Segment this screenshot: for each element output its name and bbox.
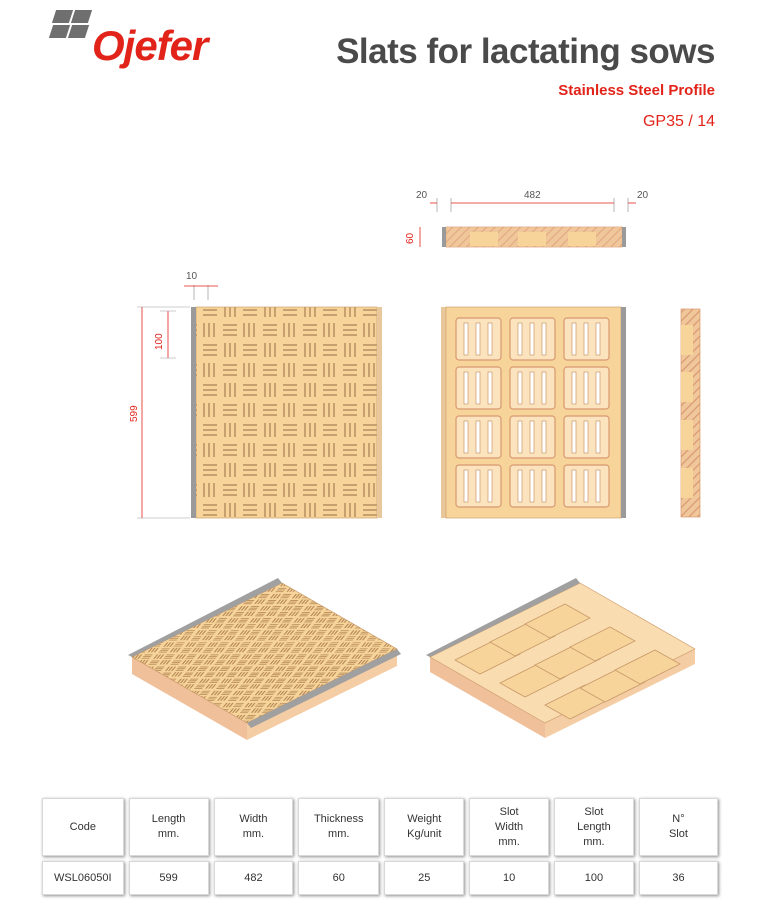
table-row [42, 861, 718, 895]
dim-top-width: 482 [524, 190, 541, 201]
dim-thickness: 60 [405, 232, 416, 244]
brand-name: Ojefer [92, 22, 208, 69]
side-section-view [681, 309, 700, 517]
specs-header-row [42, 798, 718, 856]
top-plan-view [129, 271, 382, 518]
section-view [405, 190, 649, 247]
page-title: Slats for lactating sows [336, 32, 715, 71]
cell-length: 599 [129, 861, 209, 895]
dim-top-left: 20 [416, 190, 428, 201]
header-slot-count: N° Slot [639, 798, 718, 856]
bottom-plan-view [441, 307, 626, 518]
cell-slot-length: 100 [554, 861, 634, 895]
header-thickness: Thickness mm. [298, 798, 379, 856]
cell-slot-count: 36 [639, 861, 718, 895]
specs-table [37, 793, 723, 900]
dim-length: 599 [129, 405, 140, 422]
isometric-bottom-view [426, 578, 695, 738]
header-slot-width: Slot Width mm. [469, 798, 549, 856]
cell-thickness: 60 [298, 861, 379, 895]
dim-top-right: 20 [637, 190, 649, 201]
cell-weight: 25 [384, 861, 464, 895]
page-subtitle: Stainless Steel Profile [558, 82, 715, 99]
dim-slot-width: 10 [186, 271, 198, 282]
model-code: GP35 / 14 [642, 113, 715, 130]
header-width: Width mm. [214, 798, 294, 856]
cell-width: 482 [214, 861, 294, 895]
header-slot-length: Slot Length mm. [554, 798, 634, 856]
dim-slot-length: 100 [154, 333, 165, 350]
isometric-top-view [128, 578, 401, 740]
header-code: Code [42, 798, 124, 856]
cell-code: WSL06050I [42, 861, 124, 895]
header-weight: Weight Kg/unit [384, 798, 464, 856]
header-length: Length mm. [129, 798, 209, 856]
cell-slot-width: 10 [469, 861, 549, 895]
